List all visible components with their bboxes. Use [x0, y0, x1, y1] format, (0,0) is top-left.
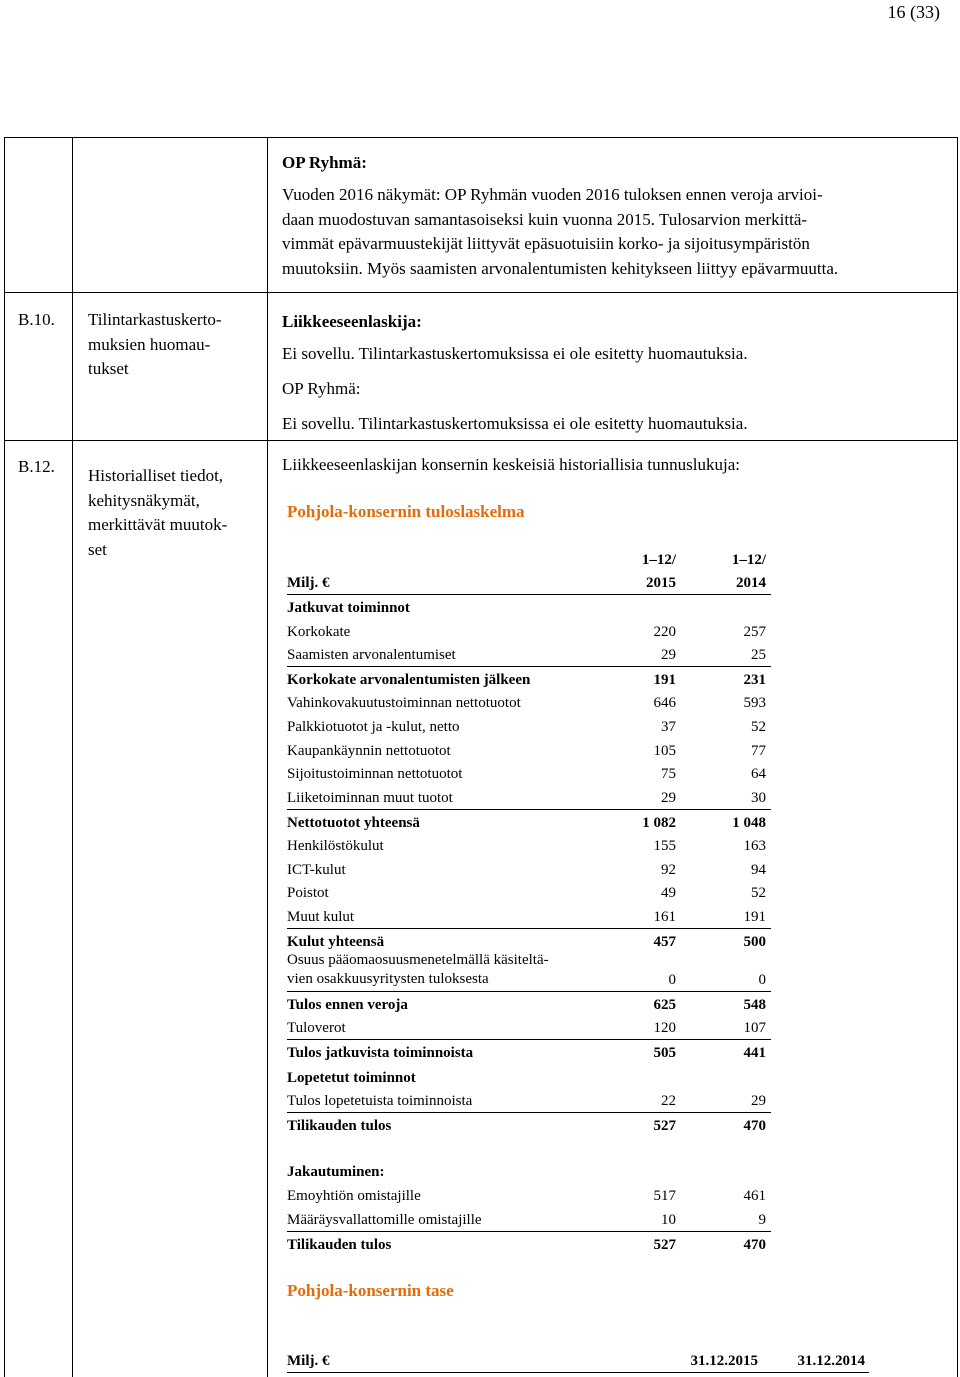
column-divider-2 [267, 137, 268, 1377]
table-row: ICT-kulut 92 94 [287, 862, 766, 878]
label-line: merkittävät muutok- [88, 515, 228, 534]
table-row: Henkilöstökulut 155 163 [287, 838, 766, 854]
table-row: Muut kulut 161 191 [287, 905, 771, 929]
op-text: Ei sovellu. Tilintarkastuskertomuksissa ei ole esitetty huomautuksia. [282, 414, 748, 433]
b12-intro: Liikkeeseenlaskijan konsernin keskeisiä historiallisia tunnuslukuja: [282, 455, 740, 474]
label-line: kehitysnäkymät, [88, 490, 200, 510]
table-row: Liiketoiminnan muut tuotot 29 30 [287, 786, 771, 810]
table-row: Lopetetut toiminnot [287, 1070, 416, 1086]
table-row: Tulos lopetetuista toiminnoista 22 29 [287, 1089, 771, 1113]
table-row: Emoyhtiön omistajille 517 461 [287, 1188, 766, 1204]
table-row: Tuloverot 120 107 [287, 1016, 771, 1040]
label-line: Tilintarkastuskerto- [88, 310, 222, 329]
top-line: vimmät epävarmuustekijät liittyvät epäsuotuisiin korko- ja sijoitusympäristön [282, 234, 810, 253]
table-row: Tulos ennen veroja 625 548 [287, 997, 766, 1013]
balance-sheet-title: Pohjola-konsernin tase [287, 1281, 454, 1300]
row-divider-2 [4, 440, 958, 441]
section-label-b10 [88, 308, 258, 382]
table-row: Kaupankäynnin nettotuotot 105 77 [287, 743, 766, 759]
balance-sheet-header: Milj. € 31.12.2015 31.12.2014 [287, 1350, 869, 1373]
top-line: daan muodostuvan samantasoiseksi kuin vuonna 2015. Tulosarvion merkittä- [282, 209, 808, 229]
table-header-years: Milj. € 2015 2014 [287, 571, 771, 595]
label-line: set [88, 539, 107, 559]
table-row: Jakautuminen: [287, 1164, 385, 1180]
table-row: Korkokate 220 257 [287, 624, 766, 640]
table-row: Sijoitustoiminnan nettotuotot 75 64 [287, 766, 766, 782]
top-line: Vuoden 2016 näkymät: OP Ryhmän vuoden 2016 tuloksen ennen veroja arvioi- [282, 185, 823, 204]
page-number: 16 (33) [887, 2, 940, 22]
label-line: Historialliset tiedot, [88, 466, 224, 485]
table-row: Poistot 49 52 [287, 885, 766, 901]
table-row: Saamisten arvonalentumiset 29 25 [287, 643, 771, 667]
table-row: Määräysvallattomille omistajille 10 9 [287, 1208, 771, 1232]
column-divider-1 [72, 137, 73, 1377]
op-heading: OP Ryhmä: [282, 379, 361, 398]
income-statement-title: Pohjola-konsernin tuloslaskelma [287, 502, 525, 521]
row-divider-1 [4, 292, 958, 293]
section-label-b12 [88, 464, 258, 562]
section-code-b12: B.12. [18, 457, 55, 476]
issuer-text: Ei sovellu. Tilintarkastuskertomuksissa ei ole esitetty huomautuksia. [282, 344, 748, 363]
table-row: Nettotuotot yhteensä 1 082 1 048 [287, 815, 766, 831]
issuer-heading: Liikkeeseenlaskija: [282, 312, 422, 331]
label-line: tukset [88, 359, 129, 378]
top-heading: OP Ryhmä: [282, 153, 367, 172]
table-row: Kulut yhteensä 457 500 [287, 934, 766, 950]
label-line: muksien huomau- [88, 334, 211, 354]
table-row: Osuus pääomaosuusmenetelmällä käsiteltä- vien osakkuusyritysten tuloksesta 0 0 [287, 951, 771, 992]
table-row: Palkkiotuotot ja -kulut, netto 37 52 [287, 719, 766, 735]
section-code-b10: B.10. [18, 310, 55, 329]
top-paragraph [282, 183, 942, 281]
table-header-period: 1–12/ 1–12/ [641, 552, 766, 568]
table-row: Jatkuvat toiminnot [287, 600, 410, 616]
table-row: Tilikauden tulos 527 470 [287, 1237, 766, 1253]
table-row: Korkokate arvonalentumisten jälkeen 191 231 [287, 672, 766, 688]
table-row: Tilikauden tulos 527 470 [287, 1118, 766, 1134]
top-line: muutoksiin. Myös saamisten arvonalentumisten kehitykseen liittyy epävarmuutta. [282, 258, 839, 278]
table-row: Tulos jatkuvista toiminnoista 505 441 [287, 1045, 766, 1061]
table-row: Vahinkovakuutustoiminnan nettotuotot 646 593 [287, 695, 766, 711]
